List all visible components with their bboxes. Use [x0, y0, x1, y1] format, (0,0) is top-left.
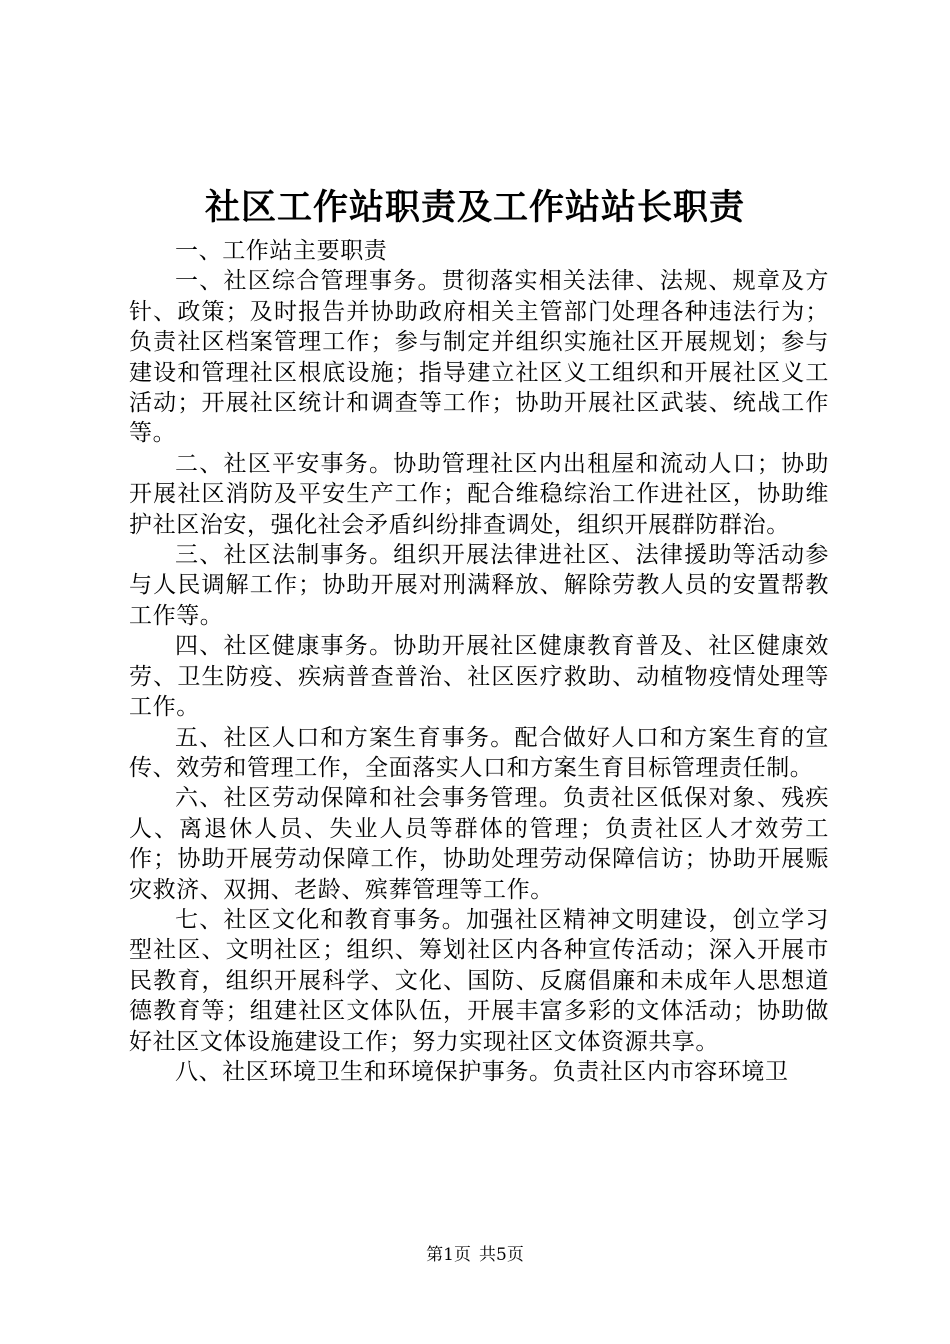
paragraph-safety: 二、社区平安事务。协助管理社区内出租屋和流动人口；协助开展社区消防及平安生产工作；配合维稳综治工作进社区，协助维护社区治安，强化社会矛盾纠纷排查调处，组织开展群防群治。	[129, 450, 829, 538]
paragraph-culture-education: 七、社区文化和教育事务。加强社区精神文明建设，创立学习型社区、文明社区；组织、筹划社区内各种宣传活动；深入开展市民教育，组织开展科学、文化、国防、反腐倡廉和未成年人思想道德教育等；组建社区文体队伍，开展丰富多彩的文体活动；协助做好社区文体设施建设工作；努力实现社区文体资源共享。	[129, 906, 829, 1055]
paragraph-comprehensive-management: 一、社区综合管理事务。贯彻落实相关法律、法规、规章及方针、政策；及时报告并协助政府相关主管部门处理各种违法行为；负责社区档案管理工作；参与制定并组织实施社区开展规划；参与建设和管理社区根底设施；指导建立社区义工组织和开展社区义工活动；开展社区统计和调查等工作；协助开展社区武装、统战工作等。	[129, 268, 829, 447]
section-heading: 一、工作站主要职责	[175, 238, 388, 264]
page-total: 共5页	[479, 1245, 524, 1265]
paragraph-legal: 三、社区法制事务。组织开展法律进社区、法律援助等活动参与人民调解工作；协助开展对刑满释放、解除劳教人员的安置帮教工作等。	[129, 542, 829, 629]
page-footer	[0, 1243, 950, 1267]
paragraph-population: 五、社区人口和方案生育事务。配合做好人口和方案生育的宣传、效劳和管理工作，全面落实人口和方案生育目标管理责任制。	[129, 724, 829, 781]
paragraph-health: 四、社区健康事务。协助开展社区健康教育普及、社区健康效劳、卫生防疫、疾病普查普治、社区医疗救助、动植物疫情处理等工作。	[129, 633, 829, 721]
paragraph-labor-security: 六、社区劳动保障和社会事务管理。负责社区低保对象、残疾人、离退休人员、失业人员等群体的管理；负责社区人才效劳工作；协助开展劳动保障工作，协助处理劳动保障信访；协助开展赈灾救济、双拥、老龄、殡葬管理等工作。	[129, 785, 829, 903]
page-number: 第1页	[426, 1245, 471, 1265]
document-body	[129, 236, 829, 1087]
document-title: 社区工作站职责及工作站站长职责	[204, 187, 745, 228]
paragraph-environment: 八、社区环境卫生和环境保护事务。负责社区内市容环境卫	[175, 1058, 789, 1085]
